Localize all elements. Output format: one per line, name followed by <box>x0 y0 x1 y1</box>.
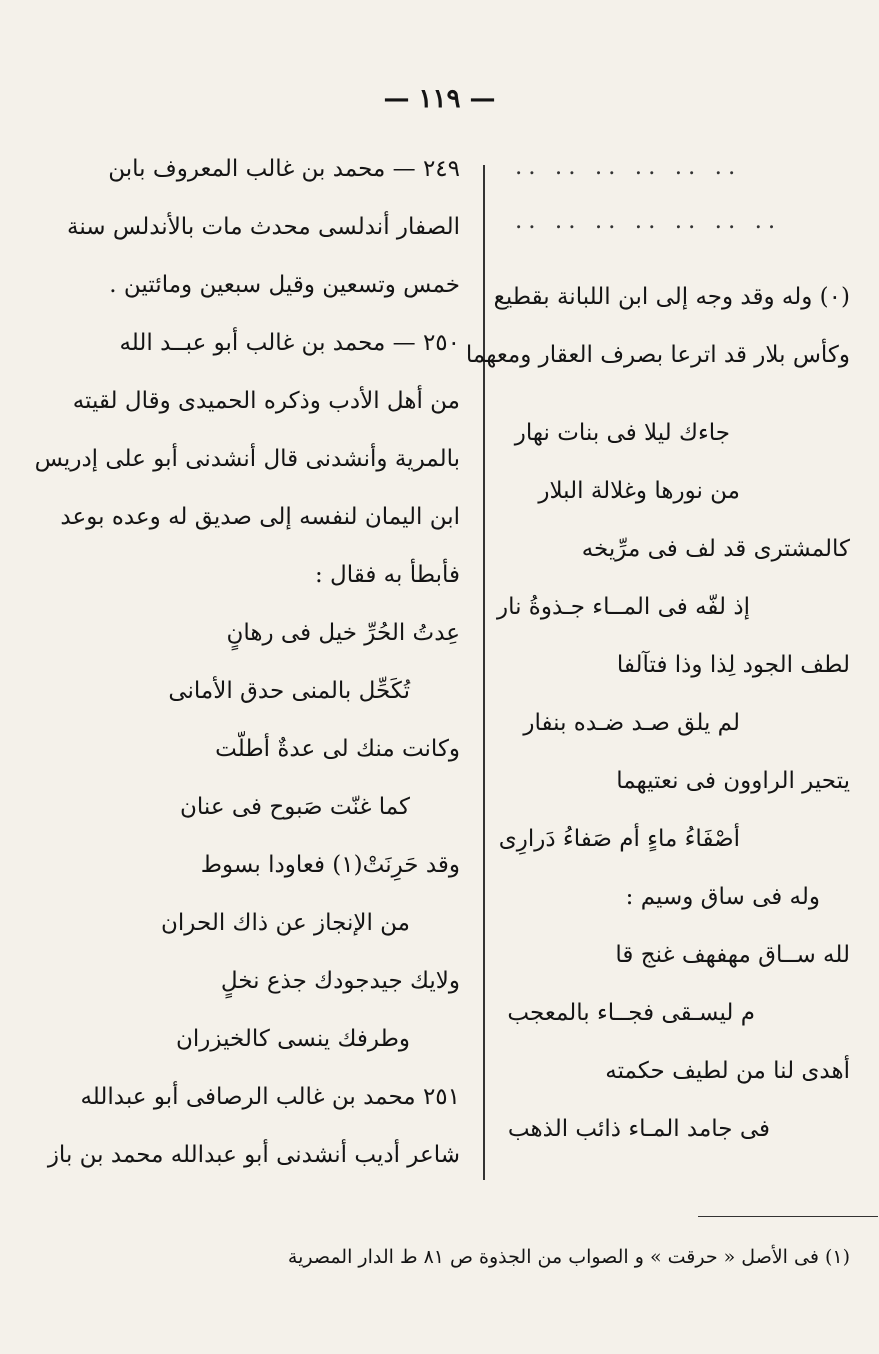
text-line: من أهل الأدب وذكره الحميدى وقال لقيته <box>72 388 460 414</box>
verse-line: من نورها وغلالة البلار <box>538 478 740 504</box>
verse-line: يتحير الراوون فى نعتيهما <box>616 768 850 794</box>
verse-line: أهدى لنا من لطيف حكمته <box>605 1058 850 1084</box>
right-column <box>34 140 460 1184</box>
verse-line: تُكَحِّل بالمنى حدق الأمانى <box>168 678 410 704</box>
column-divider <box>483 165 485 1180</box>
text-line: ٢٥٠ — محمد بن غالب أبو عبــد الله <box>119 330 460 356</box>
page-number: — ١١٩ — <box>383 84 496 114</box>
verse-line: لم يلق صـد ضـده بنفار <box>523 710 740 736</box>
verse-line: كما غنّت صَبوح فى عنان <box>180 794 410 820</box>
text-line: خمس وتسعين وقيل سبعين ومائتين . <box>109 272 460 298</box>
verse-line: عِدتُ الحُرِّ خيل فى رهانٍ <box>226 620 460 646</box>
footnote-rule <box>698 1216 878 1217</box>
text-line: ابن اليمان لنفسه إلى صديق له وعده بوعد <box>60 504 460 530</box>
text-line: فأبطأ به فقال : <box>314 562 460 588</box>
ellipsis-row: .. .. .. .. .. .. <box>515 154 742 180</box>
verse-line: وطرفك ينسى كالخيزران <box>176 1026 410 1052</box>
footnote: (١) فى الأصل « حرقت » و الصواب من الجذوة ص ٨١ ط الدار المصرية <box>287 1246 850 1268</box>
verse-line: لله ســاق مهفهف غنج قا <box>615 942 850 968</box>
verse-line: وكانت منك لى عدةٌ أطلّت <box>215 736 460 762</box>
verse-line: أصْفَاءُ ماءٍ أم صَفاءُ دَرارِى <box>498 826 740 852</box>
text-line: (٠) وله وقد وجه إلى ابن اللبانة بقطيع <box>493 284 850 310</box>
text-line: شاعر أديب أنشدنى أبو عبدالله محمد بن باز <box>47 1142 460 1168</box>
verse-line: لطف الجود لِذا وذا فتآلفا <box>616 652 850 678</box>
ellipsis-row: .. .. .. .. .. .. .. <box>515 208 782 234</box>
verse-line: إذ لفّه فى المــاء جـذوةُ نار <box>496 594 750 620</box>
text-line: بالمرية وأنشدنى قال أنشدنى أبو على إدريس <box>34 446 460 472</box>
verse-line: ولايك جيدجودك جذع نخلٍ <box>220 968 460 994</box>
text-line: وله فى ساق وسيم : <box>625 884 820 910</box>
verse-line: وقد حَرِنَتْ(١) فعاودا بسوط <box>200 852 460 878</box>
text-line: ٢٥١ محمد بن غالب الرصافى أبو عبدالله <box>80 1084 460 1110</box>
text-line: وكأس بلار قد اترعا بصرف العقار ومعهما <box>465 342 850 368</box>
text-line: ٢٤٩ — محمد بن غالب المعروف بابن <box>108 156 460 182</box>
verse-line: فى جامد المـاء ذائب الذهب <box>507 1116 770 1142</box>
text-line: الصفار أندلسى محدث مات بالأندلس سنة <box>67 214 460 240</box>
verse-line: جاءك ليلا فى بنات نهار <box>514 420 730 446</box>
verse-line: من الإنجاز عن ذاك الحران <box>161 910 410 936</box>
left-column <box>465 140 850 1158</box>
verse-line: م ليسـقى فجــاء بالمعجب <box>507 1000 755 1026</box>
verse-line: كالمشترى قد لف فى مرِّيخه <box>581 536 850 562</box>
